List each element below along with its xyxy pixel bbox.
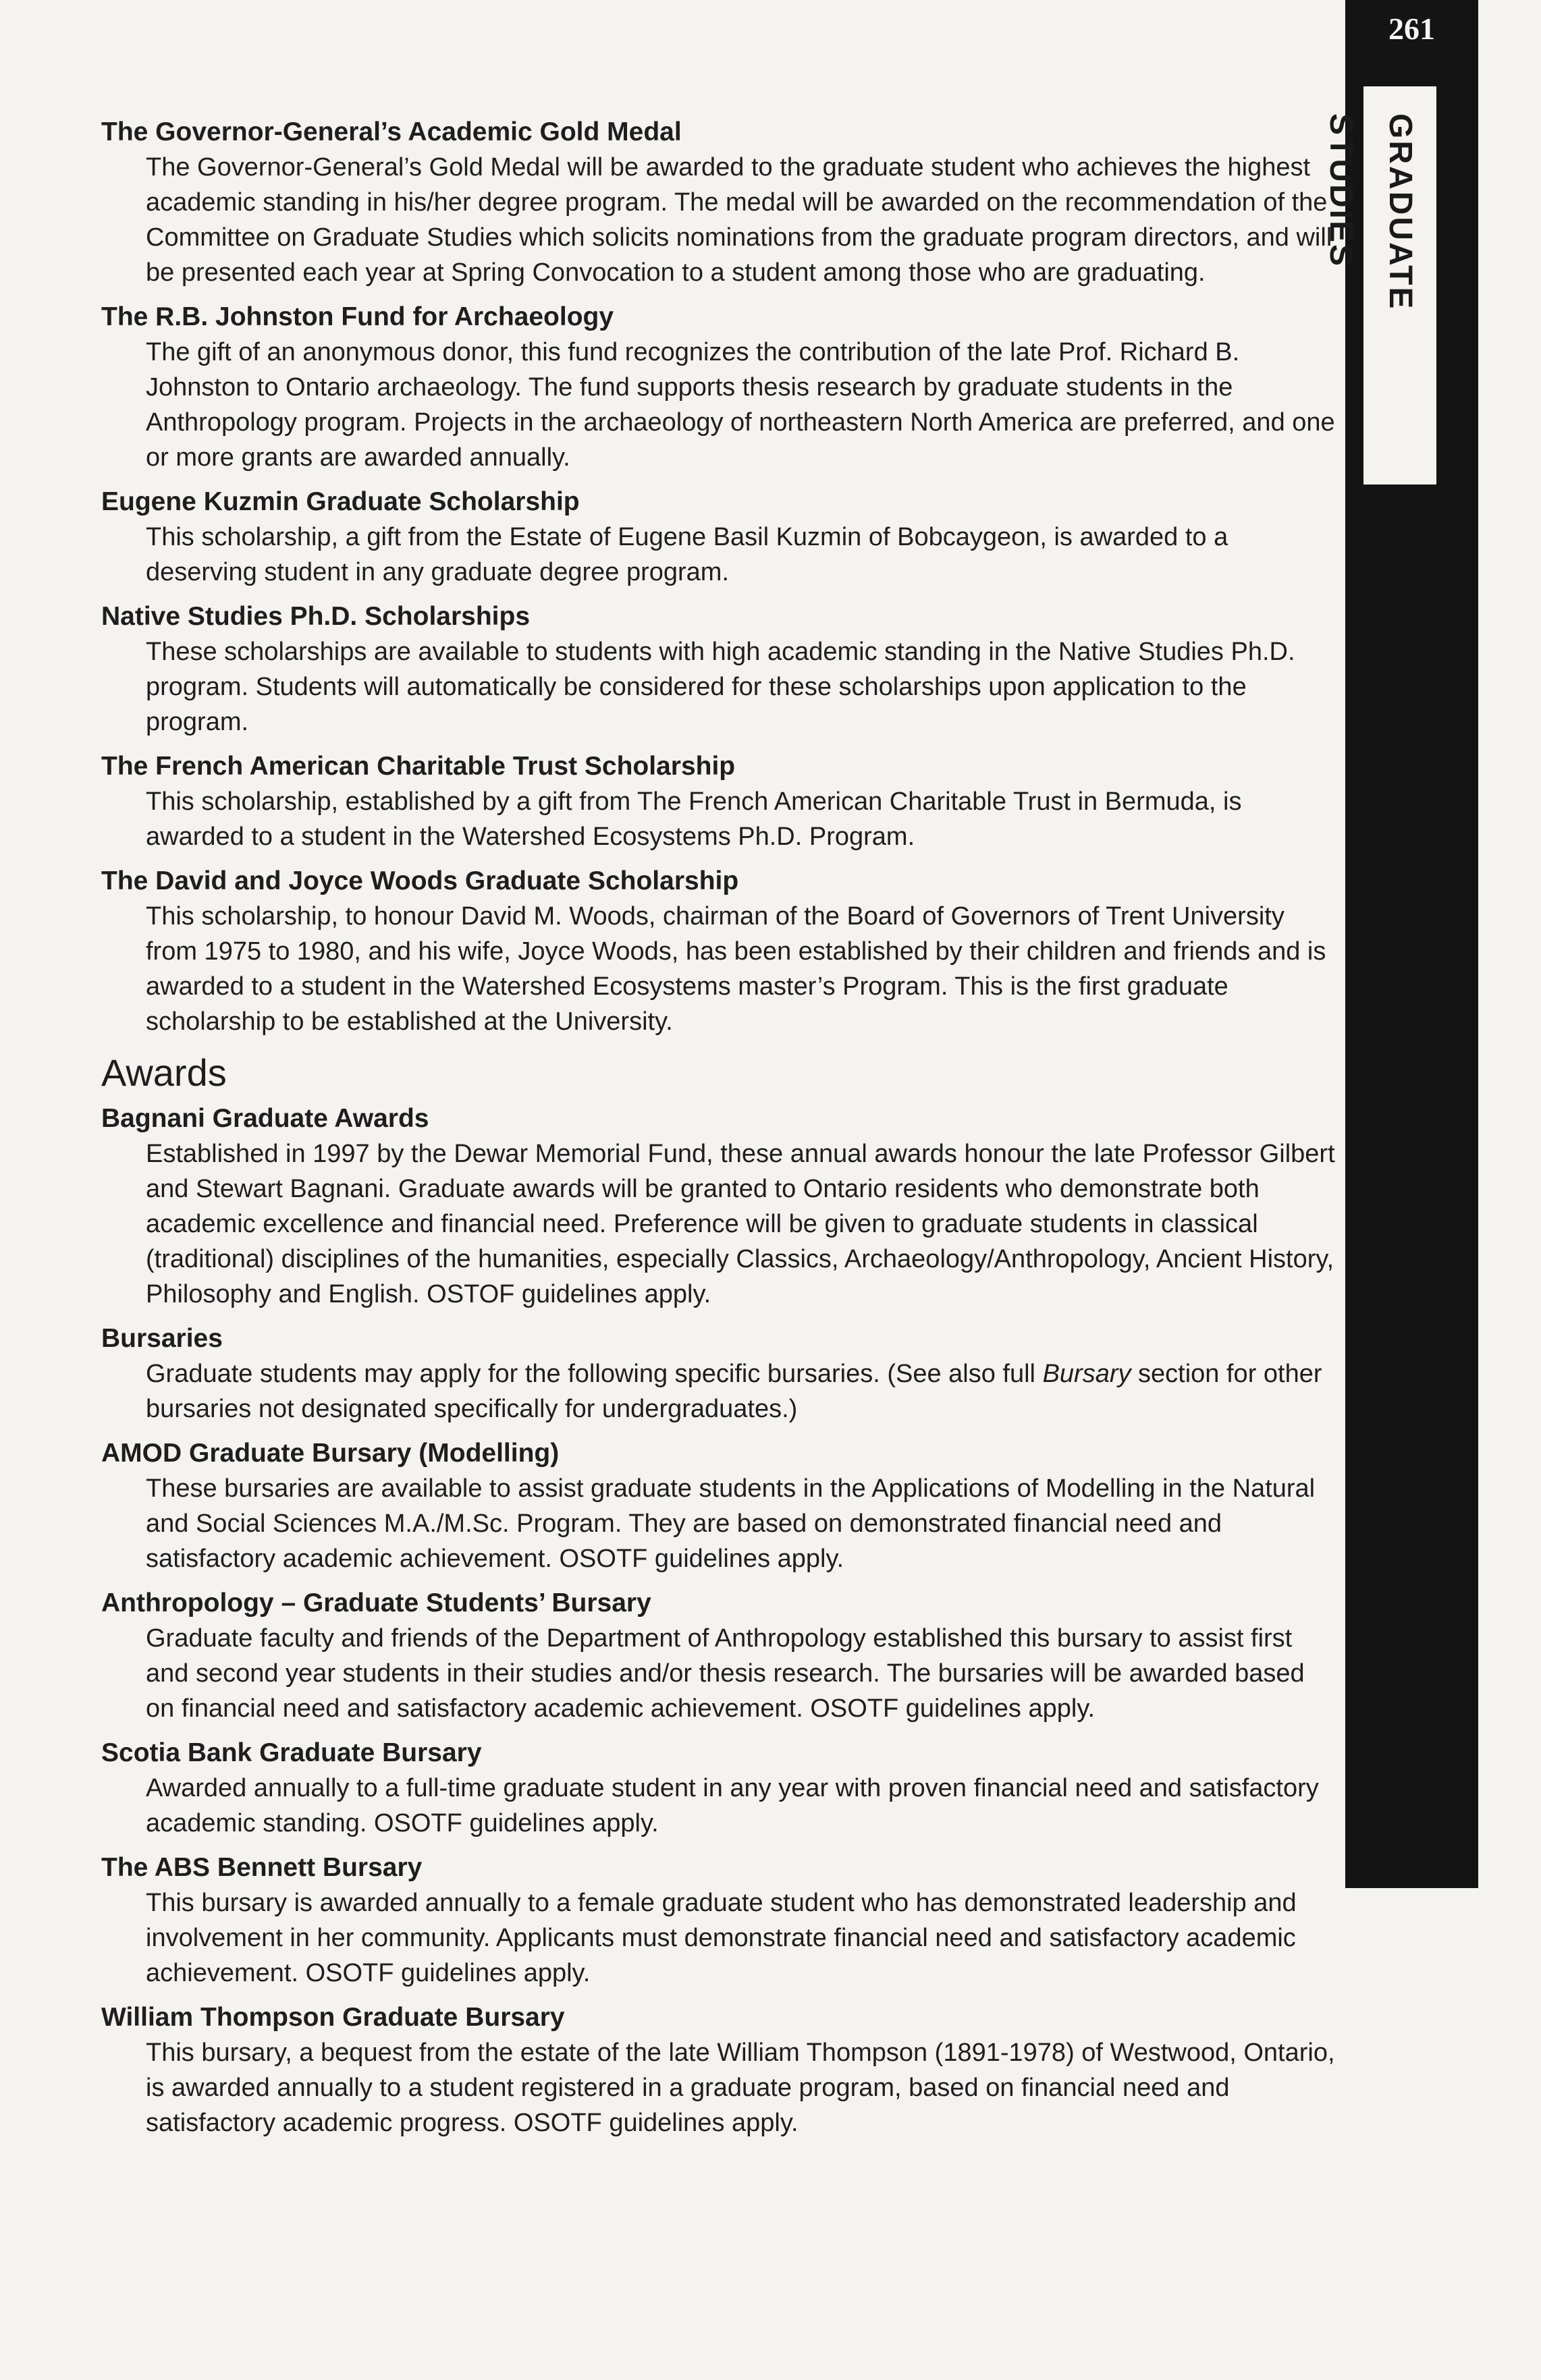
entry-body: Established in 1997 by the Dewar Memorial Fund, these annual awards honour the late Professor Gilbert and Stewart Bagnani. Graduate awards will be granted to Ontario residents who demonstrate both academic excellence and financial need. Preference will be given to graduate students in classical (traditional) disciplines of the humanities, especially Classics, Archaeology/Anthropology, Ancient History, Philosophy and English. OSTOF guidelines apply. xyxy=(146,1140,1335,1308)
entry-title: William Thompson Graduate Bursary xyxy=(101,2003,565,2032)
entry-title: Bursaries xyxy=(101,1324,223,1353)
section-label: GRADUATE STUDIES xyxy=(1323,113,1418,311)
entry-body: This scholarship, a gift from the Estate of Eugene Basil Kuzmin of Bobcaygeon, is awarded to a deserving student in any graduate degree program. xyxy=(146,523,1228,586)
entry-kuzmin-scholarship xyxy=(101,485,1336,590)
awards-heading: Awards xyxy=(101,1051,227,1094)
entry-body: Awarded annually to a full-time graduate student in any year with proven financial need and satisfactory academic standing. OSOTF guidelines apply. xyxy=(146,1774,1319,1837)
entry-abs-bennett-bursary xyxy=(101,1850,1336,1991)
entry-johnston-fund xyxy=(101,300,1336,475)
entry-bursaries xyxy=(101,1321,1336,1427)
entry-title: Scotia Bank Graduate Bursary xyxy=(101,1738,482,1767)
entry-title: The ABS Bennett Bursary xyxy=(101,1853,423,1882)
bursaries-text-before: Graduate students may apply for the following specific bursaries. (See also full xyxy=(146,1360,1043,1388)
entry-title: The Governor-General’s Academic Gold Medal xyxy=(101,117,682,146)
bursary-italic-term: Bursary xyxy=(1042,1360,1131,1388)
entry-title: The French American Charitable Trust Scholarship xyxy=(101,752,736,781)
entry-body: This bursary, a bequest from the estate of the late William Thompson (1891-1978) of Westwood, Ontario, is awarded annually to a student registered in a graduate program, based on financial need and satisfactory academic progress. OSOTF guidelines apply. xyxy=(146,2039,1335,2137)
entry-native-studies xyxy=(101,599,1336,740)
entry-william-thompson-bursary xyxy=(101,2000,1336,2140)
page-content xyxy=(101,115,1336,2150)
entry-gold-medal xyxy=(101,115,1336,290)
entry-scotia-bank-bursary xyxy=(101,1736,1336,1841)
entry-bagnani-awards xyxy=(101,1101,1336,1312)
entry-title: Eugene Kuzmin Graduate Scholarship xyxy=(101,487,580,516)
entry-amod-bursary xyxy=(101,1436,1336,1576)
page-number: 261 xyxy=(1388,11,1435,46)
entry-body: The Governor-General’s Gold Medal will be awarded to the graduate student who achieves the highest academic standing in his/her degree program. The medal will be awarded on the recommendation of the Committee on Graduate Studies which solicits nominations from the graduate program directors, and will be presented each year at Spring Convocation to a student among those who are graduating. xyxy=(146,153,1332,287)
entry-title: The R.B. Johnston Fund for Archaeology xyxy=(101,302,614,331)
entry-body: These bursaries are available to assist graduate students in the Applications of Modelling in the Natural and Social Sciences M.A./M.Sc. Program. They are based on demonstrated financial need and satisfactory academic achievement. OSOTF guidelines apply. xyxy=(146,1474,1316,1573)
entry-body: Graduate faculty and friends of the Department of Anthropology established this bursary to assist first and second year students in their studies and/or thesis research. The bursaries will be awarded based on financial need and satisfactory academic achievement. OSOTF guidelines apply. xyxy=(146,1624,1305,1723)
bursaries-text-after: section for other bursaries not designated specifically for undergraduates.) xyxy=(146,1360,1322,1423)
entry-body: The gift of an anonymous donor, this fund recognizes the contribution of the late Prof. Richard B. Johnston to Ontario archaeology. The fund supports thesis research by graduate students in the Anthropology program. Projects in the archaeology of northeastern North America are preferred, and one or more grants are awarded annually. xyxy=(146,338,1335,472)
entry-body: This bursary is awarded annually to a female graduate student who has demonstrated leadership and involvement in her community. Applicants must demonstrate financial need and satisfactory academic achievement. OSOTF guidelines apply. xyxy=(146,1889,1297,1987)
entry-body xyxy=(146,1356,1336,1427)
entry-title: AMOD Graduate Bursary (Modelling) xyxy=(101,1439,560,1468)
entry-woods-scholarship xyxy=(101,864,1336,1039)
entry-title: Bagnani Graduate Awards xyxy=(101,1104,429,1133)
entry-title: The David and Joyce Woods Graduate Scholarship xyxy=(101,866,739,895)
entry-body: This scholarship, established by a gift from The French American Charitable Trust in Bermuda, is awarded to a student in the Watershed Ecosystems Ph.D. Program. xyxy=(146,787,1242,851)
entry-title: Anthropology – Graduate Students’ Bursary xyxy=(101,1588,651,1617)
entry-anthropology-bursary xyxy=(101,1586,1336,1726)
entry-body: These scholarships are available to students with high academic standing in the Native Studies Ph.D. program. Students will automatically be considered for these scholarships upon application to the program. xyxy=(146,638,1295,736)
entry-body: This scholarship, to honour David M. Woods, chairman of the Board of Governors of Trent University from 1975 to 1980, and his wife, Joyce Woods, has been established by their children and friends and is awarded to a student in the Watershed Ecosystems master’s Program. This is the first graduate scholarship to be established at the University. xyxy=(146,902,1326,1036)
entry-title: Native Studies Ph.D. Scholarships xyxy=(101,602,531,631)
entry-french-american xyxy=(101,749,1336,854)
